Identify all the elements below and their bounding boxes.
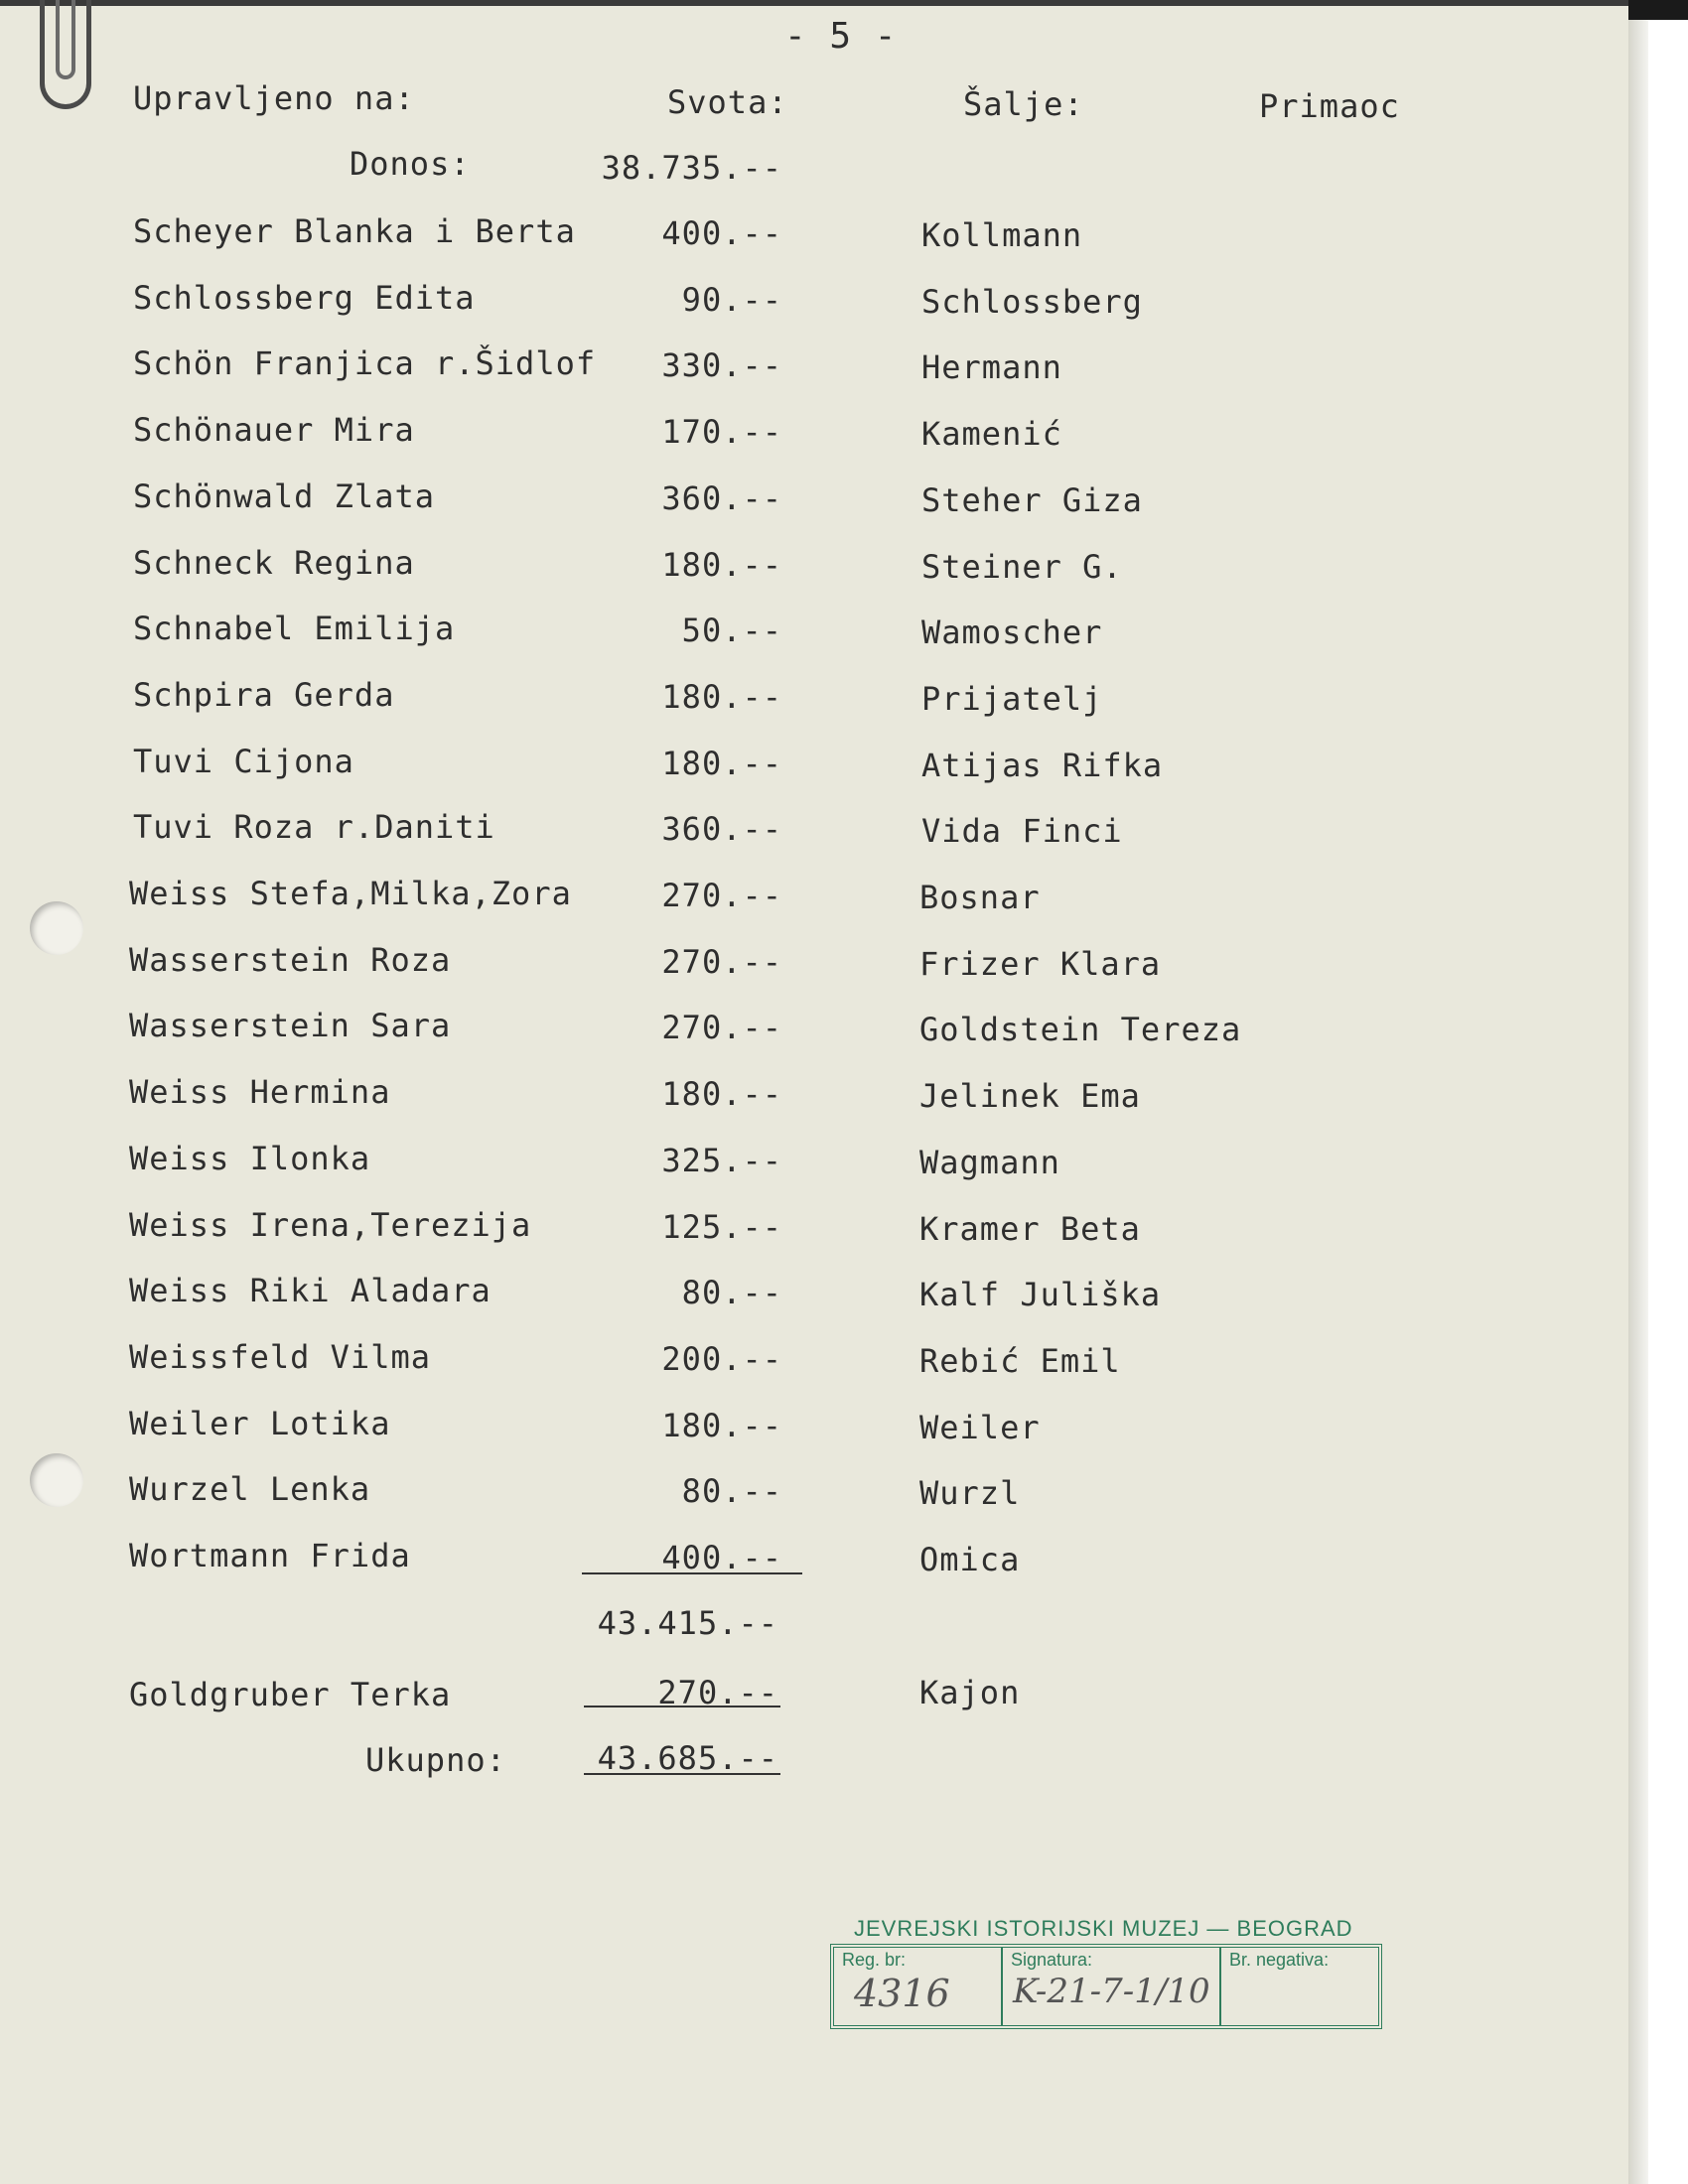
stamp-box [830,1944,1382,2029]
row-amount: 400.-- [661,214,782,252]
total-rule-top [584,1706,780,1707]
row-sender: Hermann [921,348,1062,386]
subtotal-amount: 43.415.-- [597,1604,778,1642]
stamp-signature-cell [1003,1948,1221,2025]
carried-forward-amount: 38.735.-- [601,149,782,187]
row-recipient: Weiss Riki Aladara [129,1272,492,1309]
page-edge-shadow [1628,0,1648,2184]
punch-hole-bottom [30,1453,83,1507]
row-amount: 180.-- [661,546,782,584]
row-amount: 125.-- [661,1208,782,1246]
row-amount: 170.-- [661,413,782,451]
row-sender: Goldstein Tereza [919,1011,1242,1048]
stamp-negative-label: Br. negativa: [1229,1950,1330,1970]
row-recipient: Wurzel Lenka [129,1470,371,1508]
row-recipient: Schlossberg Edita [133,279,476,317]
row-recipient: Schnabel Emilija [133,610,456,647]
row-recipient: Tuvi Roza r.Daniti [133,808,495,846]
row-recipient: Weiss Ilonka [129,1140,371,1177]
row-recipient: Weiss Hermina [129,1073,391,1111]
row-recipient: Schneck Regina [133,544,415,582]
row-recipient: Weiss Irena,Terezija [129,1206,532,1244]
row-amount: 360.-- [661,810,782,848]
row-sender: Atijas Rifka [921,747,1164,784]
row-amount: 325.-- [661,1142,782,1179]
row-amount: 180.-- [661,745,782,782]
row-recipient: Schönauer Mira [133,411,415,449]
row-sender: Steiner G. [921,548,1123,586]
row-sender: Bosnar [919,879,1041,916]
row-sender: Steher Giza [921,481,1143,519]
row-amount: 90.-- [681,281,782,319]
row-recipient: Weiler Lotika [129,1405,391,1442]
stamp-negative-cell [1221,1948,1378,2025]
row-sender: Omica [919,1541,1021,1578]
row-amount: 200.-- [661,1340,782,1378]
row-amount: 80.-- [681,1472,782,1510]
row-sender: Kramer Beta [919,1210,1141,1248]
row-amount: 180.-- [661,1075,782,1113]
museum-stamp [830,1916,1386,2015]
row-amount: 180.-- [661,678,782,716]
row-sender: Kalf Juliška [919,1276,1162,1313]
row-sender: Vida Finci [921,812,1123,850]
scan-edge [1628,0,1688,20]
row-recipient: Wasserstein Sara [129,1007,452,1044]
row-amount: 180.-- [661,1407,782,1444]
row-recipient: Schpira Gerda [133,676,395,714]
row-recipient: Scheyer Blanka i Berta [133,212,576,250]
punch-hole-top [30,901,83,955]
row-amount: 330.-- [661,346,782,384]
total-amount: 43.685.-- [597,1739,778,1777]
header-recipient: Upravljeno na: [133,79,415,117]
row-sender: Schlossberg [921,283,1143,321]
row-recipient: Wasserstein Roza [129,941,452,979]
paperclip-inner-icon [56,0,75,79]
row-sender: Kollmann [921,216,1083,254]
stamp-signature-value: K-21-7-1/10 [1013,1972,1210,2011]
header-sender: Šalje: [963,85,1084,123]
stamp-reg-label: Reg. br: [842,1950,907,1970]
row-sender: Frizer Klara [919,945,1162,983]
stamp-signature-label: Signatura: [1011,1950,1093,1970]
row-amount: 360.-- [661,479,782,517]
row-sender: Wagmann [919,1144,1060,1181]
row-recipient: Wortmann Frida [129,1537,411,1574]
stamp-reg-value: 4316 [854,1972,950,2015]
stamp-reg-cell [834,1948,1003,2025]
row-sender: Wamoscher [921,614,1103,651]
row-amount: 270.-- [661,1009,782,1046]
extra-amount: 270.-- [657,1674,778,1711]
row-amount: 80.-- [681,1274,782,1311]
stamp-title: JEVREJSKI ISTORIJSKI MUZEJ — BEOGRAD [854,1916,1353,1941]
carried-forward-label: Donos: [350,145,471,183]
total-rule-bottom [584,1773,780,1775]
row-sender: Wurzl [919,1474,1021,1512]
extra-recipient: Goldgruber Terka [129,1676,452,1713]
header-received: Primaoc [1259,87,1400,125]
row-amount: 50.-- [681,612,782,649]
row-sender: Jelinek Ema [919,1077,1141,1115]
extra-sender: Kajon [919,1674,1021,1711]
total-label: Ukupno: [365,1741,506,1779]
row-amount: 270.-- [661,943,782,981]
row-sender: Prijatelj [921,680,1103,718]
page-number: - 5 - [784,16,898,57]
header-amount: Svota: [667,83,788,121]
row-recipient: Weissfeld Vilma [129,1338,431,1376]
row-recipient: Schönwald Zlata [133,478,435,515]
row-recipient: Tuvi Cijona [133,743,354,780]
row-sender: Rebić Emil [919,1342,1121,1380]
row-amount: 270.-- [661,877,782,914]
row-sender: Kamenić [921,415,1062,453]
row-amount: 400.-- [661,1539,782,1576]
subtotal-rule [582,1572,802,1574]
row-recipient: Schön Franjica r.Šidlof [133,344,597,382]
row-recipient: Weiss Stefa,Milka,Zora [129,875,572,912]
row-sender: Weiler [919,1409,1041,1446]
